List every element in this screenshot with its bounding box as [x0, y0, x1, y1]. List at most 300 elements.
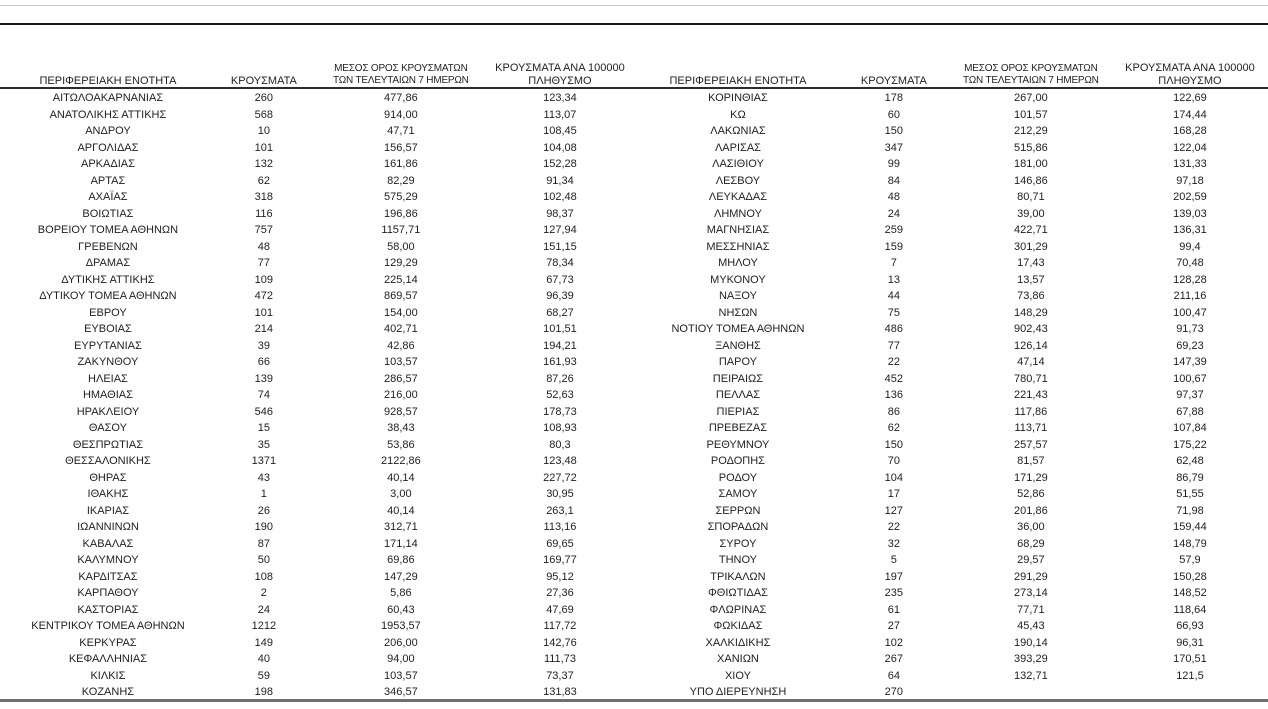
avg7-cell: 103,57	[384, 356, 418, 368]
avg7-cell	[946, 684, 1116, 701]
per100k-cell	[1116, 684, 1264, 701]
per100k-cell: 123,48	[543, 455, 577, 467]
cases-cell: 136	[884, 389, 904, 401]
table-row	[634, 222, 1264, 239]
table-row	[4, 470, 634, 487]
cases-cell: 2	[260, 587, 267, 599]
per100k-cell: 131,83	[543, 686, 577, 698]
per100k-cell: 117,72	[543, 620, 577, 632]
per100k-cell: 69,23	[1176, 339, 1204, 352]
region-cell: ΘΕΣΣΑΛΟΝΙΚΗΣ	[65, 455, 151, 467]
table-row	[634, 552, 1264, 569]
cases-cell: 77	[257, 257, 270, 269]
avg7-cell: 40,14	[387, 471, 415, 484]
table-row	[634, 107, 1264, 124]
table-row	[4, 569, 634, 586]
table-row	[4, 305, 634, 322]
region-cell: ΗΛΕΙΑΣ	[88, 372, 128, 385]
table-row	[4, 536, 634, 553]
region-cell: ΚΙΛΚΙΣ	[90, 669, 126, 682]
cases-cell: 84	[887, 174, 900, 187]
region-cell: ΣΠΟΡΑΔΩΝ	[707, 521, 769, 533]
cases-cell: 190	[254, 521, 274, 533]
avg7-cell: 225,14	[384, 273, 418, 286]
avg7-cell: 47,14	[1017, 356, 1045, 368]
avg7-cell: 17,43	[1017, 257, 1045, 269]
per100k-cell: 71,98	[1176, 504, 1204, 517]
avg7-cell: 3,00	[390, 488, 412, 500]
column-header-cases-label: ΚΡΟΥΣΜΑΤΑ	[860, 74, 927, 87]
table-row	[634, 519, 1264, 536]
table-row	[4, 651, 634, 668]
table-row	[4, 420, 634, 437]
region-cell: ΚΑΒΑΛΑΣ	[82, 537, 134, 550]
table-row	[634, 437, 1264, 454]
table-row	[4, 486, 634, 503]
per100k-cell: 27,36	[546, 587, 574, 599]
avg7-cell: 206,00	[384, 636, 418, 649]
avg7-cell: 286,57	[384, 372, 418, 385]
per100k-cell: 113,16	[543, 521, 577, 533]
table-row	[4, 222, 634, 239]
column-header-cases	[842, 52, 946, 90]
per100k-cell: 97,37	[1176, 389, 1204, 401]
table-row	[634, 569, 1264, 586]
per100k-cell: 96,31	[1176, 636, 1204, 649]
cases-cell: 22	[887, 521, 900, 533]
region-cell: ΚΕΦΑΛΛΗΝΙΑΣ	[68, 653, 148, 665]
region-cell: ΠΙΕΡΙΑΣ	[716, 405, 760, 418]
table-body-left	[4, 90, 634, 701]
avg7-cell: 146,86	[1014, 174, 1048, 187]
table-row	[634, 371, 1264, 388]
region-cell: ΔΥΤΙΚΗΣ ΑΤΤΙΚΗΣ	[61, 273, 155, 286]
per100k-cell: 178,73	[543, 405, 577, 418]
per100k-cell: 91,73	[1176, 323, 1204, 335]
table-row	[634, 288, 1264, 305]
per100k-cell: 104,08	[543, 141, 577, 154]
table-row	[4, 585, 634, 602]
cases-cell: 132	[254, 158, 274, 170]
region-cell: ΣΥΡΟΥ	[719, 537, 757, 550]
cases-cell: 318	[254, 191, 274, 203]
cases-cell: 27	[887, 620, 900, 632]
avg7-cell: 36,00	[1017, 521, 1045, 533]
cases-cell: 17	[887, 488, 900, 500]
region-cell: ΡΕΘΥΜΝΟΥ	[706, 438, 770, 451]
table-row	[4, 288, 634, 305]
cases-cell: 452	[884, 372, 904, 385]
avg7-cell: 212,29	[1014, 125, 1048, 137]
avg7-cell: 422,71	[1014, 224, 1048, 236]
cases-cell: 101	[254, 306, 274, 319]
avg7-cell: 5,86	[390, 587, 412, 599]
per100k-cell: 67,88	[1176, 405, 1204, 418]
column-header-per-100000	[1116, 52, 1264, 90]
avg7-cell: 154,00	[384, 306, 418, 319]
table-row	[4, 371, 634, 388]
per100k-cell: 51,55	[1176, 488, 1204, 500]
cases-cell: 198	[254, 686, 274, 698]
cases-cell: 50	[257, 554, 270, 566]
region-cell: ΑΡΓΟΛΙΔΑΣ	[77, 141, 139, 154]
cases-tables-container	[4, 52, 1264, 701]
table-row	[4, 239, 634, 256]
region-cell: ΚΑΣΤΟΡΙΑΣ	[77, 603, 139, 616]
region-cell: ΝΑΞΟΥ	[718, 290, 757, 302]
cases-cell: 1212	[251, 620, 277, 632]
table-row	[4, 404, 634, 421]
avg7-cell: 13,57	[1017, 273, 1045, 286]
avg7-cell: 902,43	[1014, 323, 1048, 335]
cases-cell: 149	[254, 636, 274, 649]
avg7-cell: 80,71	[1017, 191, 1045, 203]
avg7-cell: 273,14	[1014, 587, 1048, 599]
region-cell: ΤΗΝΟΥ	[718, 554, 758, 566]
per100k-cell: 128,28	[1173, 273, 1207, 286]
column-header-cases	[212, 52, 316, 90]
region-cell: ΕΥΡΥΤΑΝΙΑΣ	[74, 339, 142, 352]
table-row	[634, 90, 1264, 107]
table-row	[4, 387, 634, 404]
per100k-cell: 107,84	[1173, 422, 1207, 434]
column-header-region-label: ΠΕΡΙΦΕΡΕΙΑΚΗ ΕΝΟΤΗΤΑ	[39, 74, 177, 87]
per100k-cell: 147,39	[1173, 356, 1207, 368]
cases-cell: 10	[257, 125, 270, 137]
table-header-row	[634, 52, 1264, 90]
cases-cell: 22	[887, 356, 900, 368]
per100k-cell: 99,4	[1179, 240, 1201, 253]
avg7-cell: 515,86	[1014, 141, 1048, 154]
avg7-cell: 132,71	[1014, 669, 1048, 682]
region-cell: ΚΩ	[730, 108, 746, 121]
table-row	[4, 684, 634, 701]
avg7-cell: 312,71	[384, 521, 418, 533]
avg7-cell: 129,29	[384, 257, 418, 269]
cases-cell: 347	[884, 141, 904, 154]
column-header-per-100000	[486, 52, 634, 90]
region-cell: ΑΝΑΤΟΛΙΚΗΣ ΑΤΤΙΚΗΣ	[49, 108, 167, 121]
region-cell: ΞΑΝΘΗΣ	[715, 339, 761, 352]
avg7-cell: 291,29	[1014, 570, 1048, 583]
avg7-cell: 101,57	[1014, 108, 1048, 121]
region-cell: ΡΟΔΟΥ	[718, 471, 758, 484]
table-row	[634, 140, 1264, 157]
avg7-cell: 1953,57	[380, 620, 421, 632]
region-cell: ΚΟΡΙΝΘΙΑΣ	[708, 92, 768, 104]
per100k-cell: 139,03	[1173, 207, 1207, 220]
cases-cell: 116	[255, 207, 273, 220]
avg7-cell: 190,14	[1014, 636, 1048, 649]
region-cell: ΛΕΣΒΟΥ	[715, 174, 761, 187]
cases-cell: 60	[887, 108, 900, 121]
cases-cell: 99	[887, 158, 900, 170]
table-row	[4, 140, 634, 157]
avg7-cell: 39,00	[1017, 207, 1045, 220]
table-body-right	[634, 90, 1264, 701]
avg7-cell: 40,14	[387, 504, 415, 517]
table-row	[4, 255, 634, 272]
region-cell: ΥΠΟ ΔΙΕΡΕΥΝΗΣΗ	[689, 686, 787, 698]
region-cell: ΜΕΣΣΗΝΙΑΣ	[706, 240, 770, 253]
table-row	[634, 602, 1264, 619]
per100k-cell: 148,79	[1173, 537, 1207, 550]
region-cell: ΧΑΛΚΙΔΙΚΗΣ	[705, 636, 771, 649]
region-cell: ΙΩΑΝΝΙΝΩΝ	[77, 521, 139, 533]
per100k-cell: 202,59	[1173, 191, 1207, 203]
table-row	[634, 189, 1264, 206]
cases-cell: 48	[257, 240, 270, 253]
table-row	[4, 173, 634, 190]
cases-cell: 15	[257, 422, 270, 434]
table-row	[4, 503, 634, 520]
table-row	[4, 107, 634, 124]
region-cell: ΑΝΔΡΟΥ	[85, 125, 131, 137]
avg7-cell: 196,86	[384, 207, 418, 220]
per100k-cell: 108,93	[543, 422, 577, 434]
avg7-cell: 60,43	[387, 603, 415, 616]
per100k-cell: 95,12	[546, 570, 574, 583]
avg7-cell: 94,00	[387, 653, 415, 665]
avg7-cell: 928,57	[384, 405, 418, 418]
column-header-cases-label: ΚΡΟΥΣΜΑΤΑ	[230, 74, 297, 87]
cases-cell: 24	[887, 207, 900, 220]
avg7-cell: 73,86	[1017, 290, 1045, 302]
avg7-cell: 148,29	[1014, 306, 1048, 319]
cases-cell: 44	[887, 290, 900, 302]
region-cell: ΛΑΡΙΣΑΣ	[714, 141, 761, 154]
per100k-cell: 47,69	[546, 603, 574, 616]
region-cell: ΚΑΛΥΜΝΟΥ	[77, 554, 139, 566]
per100k-cell: 87,26	[546, 372, 574, 385]
table-row	[634, 668, 1264, 685]
table-row	[634, 173, 1264, 190]
table-row	[4, 123, 634, 140]
avg7-cell: 29,57	[1017, 554, 1045, 566]
per100k-cell: 67,73	[546, 273, 574, 286]
region-cell: ΖΑΚΥΝΘΟΥ	[77, 356, 139, 368]
per100k-cell: 152,28	[543, 158, 577, 170]
table-row	[634, 206, 1264, 223]
per100k-cell: 121,5	[1176, 669, 1204, 682]
avg7-cell: 869,57	[384, 290, 418, 302]
region-cell: ΦΛΩΡΙΝΑΣ	[709, 603, 767, 616]
region-cell: ΠΕΙΡΑΙΩΣ	[712, 372, 764, 385]
table-row	[634, 255, 1264, 272]
cases-cell: 35	[257, 438, 270, 451]
avg7-cell: 58,00	[387, 240, 415, 253]
column-header-region	[4, 52, 212, 90]
region-cell: ΒΟΙΩΤΙΑΣ	[82, 207, 134, 220]
avg7-cell: 346,57	[384, 686, 418, 698]
region-cell: ΗΡΑΚΛΕΙΟΥ	[76, 405, 140, 418]
column-header-region	[634, 52, 842, 90]
region-cell: ΜΥΚΟΝΟΥ	[710, 273, 766, 286]
table-header-row	[4, 52, 634, 90]
per100k-cell: 98,37	[546, 207, 574, 220]
table-row	[634, 503, 1264, 520]
region-cell: ΦΘΙΩΤΙΔΑΣ	[708, 587, 768, 599]
per100k-cell: 62,48	[1176, 455, 1204, 467]
cases-cell: 546	[254, 405, 274, 418]
table-row	[634, 651, 1264, 668]
column-header-per-100000-label: ΚΡΟΥΣΜΑΤΑ ΑΝΑ 100000 ΠΛΗΘΥΣΜΟ	[1125, 62, 1255, 87]
table-row	[4, 156, 634, 173]
cases-cell: 259	[884, 224, 904, 236]
region-cell: ΑΡΤΑΣ	[90, 174, 126, 187]
region-cell: ΘΕΣΠΡΩΤΙΑΣ	[72, 438, 143, 451]
region-cell: ΚΑΡΔΙΤΣΑΣ	[78, 570, 138, 583]
table-row	[634, 470, 1264, 487]
column-header-7day-average-label: ΜΕΣΟΣ ΟΡΟΣ ΚΡΟΥΣΜΑΤΩΝ ΤΩΝ ΤΕΛΕΥΤΑΙΩΝ 7 ΗΜΕΡΩΝ	[333, 63, 469, 86]
avg7-cell: 38,43	[387, 422, 415, 434]
table-row	[4, 552, 634, 569]
region-cell: ΝΗΣΩΝ	[718, 306, 758, 319]
table-row	[4, 437, 634, 454]
table-row	[4, 272, 634, 289]
per100k-cell: 136,31	[1173, 224, 1207, 236]
cases-cell: 39	[257, 339, 270, 352]
cases-cell: 5	[890, 554, 897, 566]
regional-cases-table-left	[4, 52, 634, 701]
avg7-cell: 301,29	[1014, 240, 1048, 253]
per100k-cell: 73,37	[546, 669, 574, 682]
table-row	[4, 321, 634, 338]
cases-cell: 61	[887, 603, 900, 616]
cases-cell: 13	[887, 273, 900, 286]
avg7-cell: 103,57	[384, 669, 418, 682]
cases-cell: 75	[887, 306, 900, 319]
cases-cell: 62	[257, 174, 270, 187]
cases-cell: 757	[254, 224, 274, 236]
per100k-cell: 150,28	[1173, 570, 1207, 583]
column-header-7day-average	[946, 52, 1116, 90]
avg7-cell: 147,29	[384, 570, 418, 583]
cases-cell: 214	[254, 323, 274, 335]
region-cell: ΠΕΛΛΑΣ	[715, 389, 760, 401]
cases-cell: 32	[887, 537, 900, 550]
cases-cell: 48	[887, 191, 900, 203]
per100k-cell: 211,16	[1173, 290, 1207, 302]
per100k-cell: 70,48	[1176, 257, 1204, 269]
per100k-cell: 69,65	[546, 537, 574, 550]
cases-cell: 472	[254, 290, 274, 302]
avg7-cell: 216,00	[384, 389, 418, 401]
per100k-cell: 170,51	[1173, 653, 1207, 665]
table-row	[4, 90, 634, 107]
table-row	[4, 453, 634, 470]
avg7-cell: 1157,71	[381, 224, 421, 236]
avg7-cell: 257,57	[1014, 438, 1048, 451]
region-cell: ΔΡΑΜΑΣ	[85, 257, 131, 269]
cases-cell: 1371	[251, 455, 277, 467]
region-cell: ΚΕΝΤΡΙΚΟΥ ΤΟΜΕΑ ΑΘΗΝΩΝ	[31, 620, 185, 632]
avg7-cell: 81,57	[1017, 455, 1045, 467]
cases-cell: 150	[884, 438, 904, 451]
avg7-cell: 221,43	[1014, 389, 1048, 401]
per100k-cell: 159,44	[1173, 521, 1207, 533]
avg7-cell: 156,57	[384, 141, 418, 154]
cases-cell: 86	[887, 405, 900, 418]
region-cell: ΓΡΕΒΕΝΩΝ	[78, 240, 138, 253]
avg7-cell: 47,71	[387, 125, 415, 137]
cases-cell: 150	[884, 125, 904, 137]
avg7-cell: 2122,86	[380, 455, 421, 467]
region-cell: ΕΒΡΟΥ	[89, 306, 127, 319]
cases-cell: 43	[257, 471, 270, 484]
avg7-cell: 780,71	[1014, 372, 1048, 385]
cases-cell: 178	[884, 92, 904, 104]
per100k-cell: 263,1	[546, 504, 574, 517]
table-row	[634, 272, 1264, 289]
region-cell: ΦΩΚΙΔΑΣ	[713, 620, 763, 632]
cases-cell: 101	[254, 141, 274, 154]
region-cell: ΠΡΕΒΕΖΑΣ	[708, 422, 768, 434]
region-cell: ΣΑΜΟΥ	[718, 488, 758, 500]
region-cell: ΙΚΑΡΙΑΣ	[86, 504, 130, 517]
avg7-cell: 45,43	[1017, 620, 1045, 632]
region-cell: ΚΑΡΠΑΘΟΥ	[77, 587, 139, 599]
cases-cell: 74	[257, 389, 270, 401]
top-thick-divider	[0, 23, 1268, 25]
region-cell: ΛΕΥΚΑΔΑΣ	[708, 191, 768, 203]
per100k-cell: 86,79	[1176, 471, 1204, 484]
per100k-cell: 97,18	[1176, 174, 1204, 187]
avg7-cell: 69,86	[387, 554, 415, 566]
cases-cell: 26	[257, 504, 270, 517]
cases-cell: 70	[887, 455, 900, 467]
per100k-cell: 66,93	[1176, 620, 1204, 632]
table-row	[634, 684, 1264, 701]
cases-cell: 139	[254, 372, 274, 385]
per100k-cell: 108,45	[543, 125, 577, 137]
table-row	[4, 338, 634, 355]
avg7-cell: 42,86	[387, 339, 415, 352]
avg7-cell: 68,29	[1017, 537, 1045, 550]
region-cell: ΚΟΖΑΝΗΣ	[81, 686, 135, 698]
table-row	[4, 635, 634, 652]
region-cell: ΕΥΒΟΙΑΣ	[84, 323, 132, 335]
per100k-cell: 52,63	[546, 389, 574, 401]
per100k-cell: 113,07	[543, 108, 577, 121]
per100k-cell: 68,27	[546, 306, 574, 319]
avg7-cell: 117,86	[1014, 405, 1048, 418]
per100k-cell: 78,34	[546, 257, 574, 269]
avg7-cell: 201,86	[1014, 504, 1048, 517]
avg7-cell: 52,86	[1017, 488, 1045, 500]
per100k-cell: 122,69	[1173, 92, 1207, 104]
cases-cell: 159	[884, 240, 904, 253]
avg7-cell: 393,29	[1014, 653, 1048, 665]
per100k-cell: 131,33	[1173, 158, 1207, 170]
region-cell: ΛΑΣΙΘΙΟΥ	[712, 158, 764, 170]
cases-cell: 62	[887, 422, 900, 434]
avg7-cell: 113,71	[1014, 422, 1048, 434]
per100k-cell: 148,52	[1173, 587, 1207, 599]
avg7-cell: 181,00	[1014, 158, 1048, 170]
cases-cell: 486	[884, 323, 904, 335]
per100k-cell: 127,94	[543, 224, 577, 236]
avg7-cell: 126,14	[1014, 339, 1048, 352]
per100k-cell: 122,04	[1173, 141, 1207, 154]
cases-cell: 66	[257, 356, 270, 368]
cases-cell: 104	[884, 471, 904, 484]
avg7-cell: 171,29	[1014, 471, 1048, 484]
region-cell: ΘΗΡΑΣ	[89, 471, 127, 484]
table-row	[634, 387, 1264, 404]
cases-cell: 568	[254, 108, 274, 121]
avg7-cell: 161,86	[384, 158, 418, 170]
